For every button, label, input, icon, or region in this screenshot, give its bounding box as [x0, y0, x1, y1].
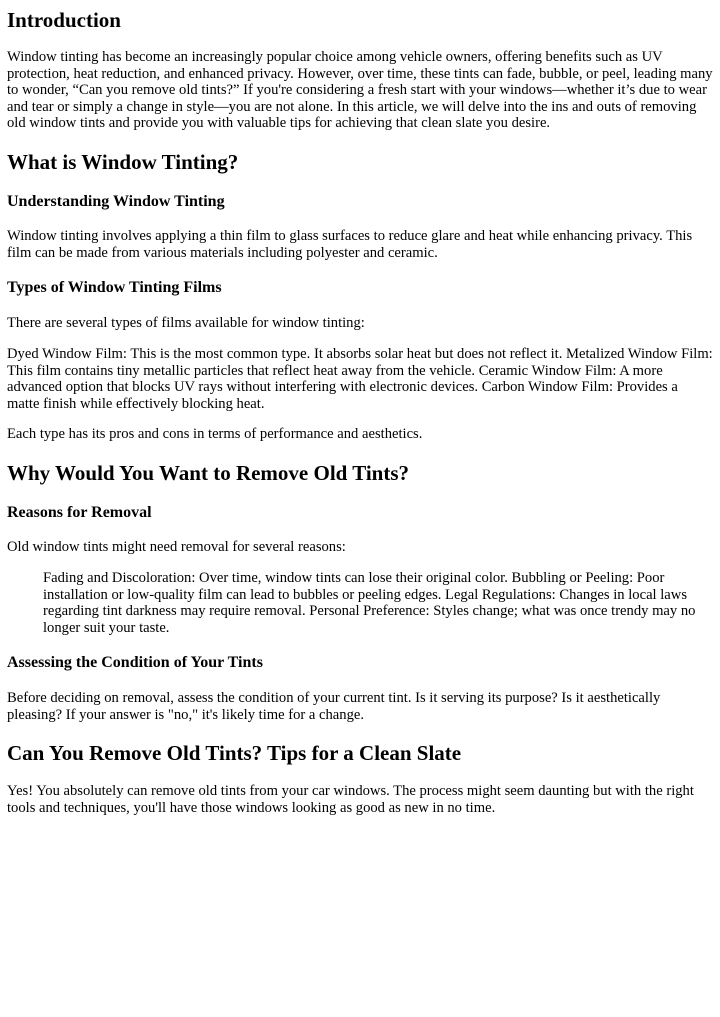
heading-introduction: Introduction: [7, 8, 121, 32]
can-remove-paragraph: Yes! You absolutely can remove old tints from your car windows. The process might seem daunting but with the right tools and techniques, you'll have those windows looking as good as new in no time.: [7, 783, 694, 816]
intro-paragraph: Window tinting has become an increasingly popular choice among vehicle owners, offering benefits such as UV protection, heat reduction, and enhanced privacy. However, over time, these tints can fade, bubble, or peel, leading many to wonder, “Can you remove old tints?” If you're considering a fresh start with your windows—whether it’s due to wear and tear or simply a change in style—you are not alone. In this article, we will delve into the ins and outs of removing old window tints and provide you with valuable tips for achieving that clean slate you desire.: [7, 49, 713, 131]
reasons-list-blockquote: Fading and Discoloration: Over time, window tints can lose their original color. Bubbling or Peeling: Poor installation or low-quality film can lead to bubbles or peeling edges. Legal Regulations: Changes in local laws regarding tint darkness may require removal. Personal Preference: Styles change; what was once trendy may no longer suit your taste.: [43, 570, 696, 636]
subheading-reasons-for-removal: Reasons for Removal: [7, 504, 152, 521]
types-outro-paragraph: Each type has its pros and cons in terms of performance and aesthetics.: [7, 426, 423, 442]
subheading-types-of-films: Types of Window Tinting Films: [7, 279, 222, 296]
assessing-paragraph: Before deciding on removal, assess the condition of your current tint. Is it serving its purpose? Is it aesthetically pleasing? If your answer is "no," it's likely time for a change.: [7, 690, 661, 723]
understanding-paragraph: Window tinting involves applying a thin film to glass surfaces to reduce glare and heat while enhancing privacy. This film can be made from various materials including polyester and ceramic.: [7, 228, 693, 261]
heading-can-you-remove-old-tints: Can You Remove Old Tints? Tips for a Clean Slate: [7, 741, 462, 765]
subheading-understanding-window-tinting: Understanding Window Tinting: [7, 193, 225, 210]
subheading-assessing-condition: Assessing the Condition of Your Tints: [7, 654, 263, 671]
types-list-paragraph: Dyed Window Film: This is the most common type. It absorbs solar heat but does not reflect it. Metalized Window Film: This film contains tiny metallic particles that reflect heat away from the vehicle. Ceramic Window Film: A more advanced option that blocks UV rays without interfering with electronic devices. Carbon Window Film: Provides a matte finish while effectively blocking heat.: [7, 346, 713, 412]
heading-what-is-window-tinting: What is Window Tinting?: [7, 150, 239, 174]
types-intro-paragraph: There are several types of films available for window tinting:: [7, 315, 365, 331]
reasons-intro-paragraph: Old window tints might need removal for several reasons:: [7, 539, 346, 555]
heading-why-remove-old-tints: Why Would You Want to Remove Old Tints?: [7, 461, 410, 485]
